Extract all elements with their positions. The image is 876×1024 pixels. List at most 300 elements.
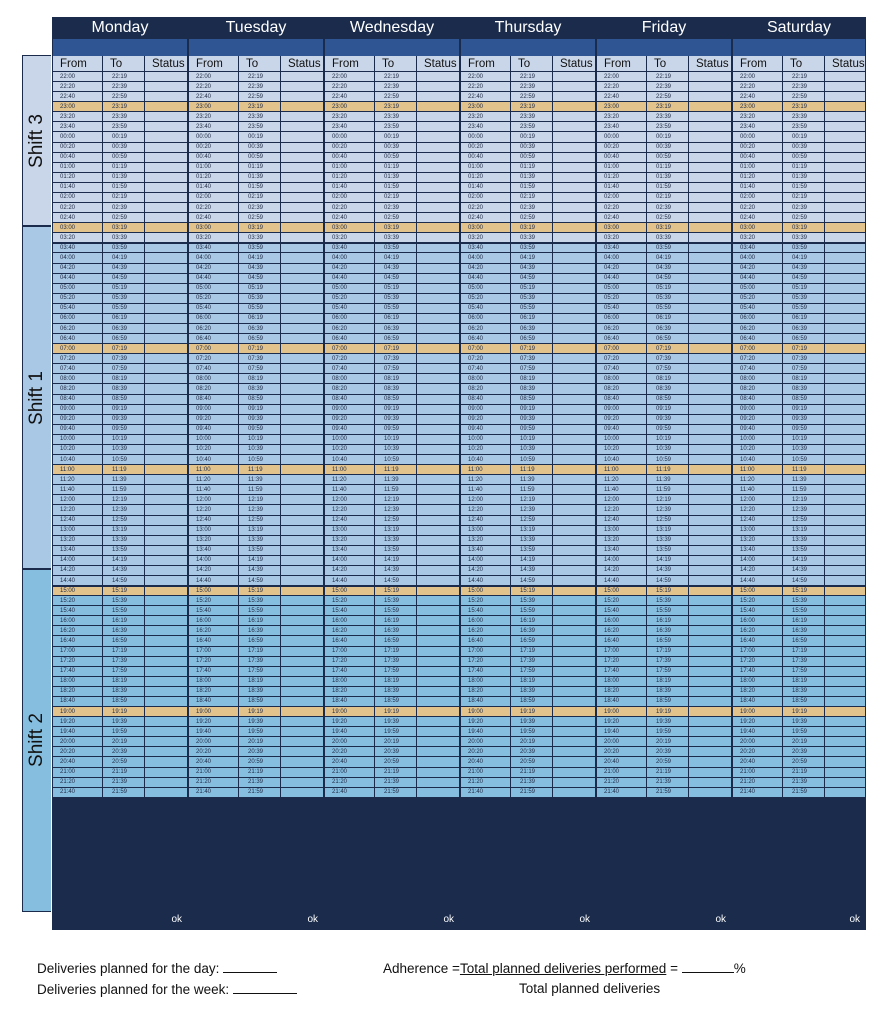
status-cell[interactable]: [826, 506, 864, 514]
status-cell[interactable]: [826, 556, 864, 564]
status-cell[interactable]: [418, 163, 458, 171]
status-cell[interactable]: [282, 577, 322, 585]
status-cell[interactable]: [418, 587, 458, 595]
status-cell[interactable]: [418, 607, 458, 615]
status-cell[interactable]: [282, 677, 322, 685]
status-cell[interactable]: [826, 193, 864, 201]
status-cell[interactable]: [690, 113, 730, 121]
status-cell[interactable]: [826, 667, 864, 675]
status-cell[interactable]: [554, 607, 594, 615]
status-cell[interactable]: [690, 435, 730, 443]
status-cell[interactable]: [146, 405, 186, 413]
status-cell[interactable]: [282, 708, 322, 716]
status-cell[interactable]: [418, 718, 458, 726]
status-cell[interactable]: [146, 728, 186, 736]
status-cell[interactable]: [826, 516, 864, 524]
status-cell[interactable]: [554, 325, 594, 333]
status-cell[interactable]: [146, 163, 186, 171]
status-cell[interactable]: [282, 597, 322, 605]
status-cell[interactable]: [282, 587, 322, 595]
status-cell[interactable]: [554, 234, 594, 242]
status-cell[interactable]: [146, 325, 186, 333]
status-cell[interactable]: [282, 264, 322, 272]
status-cell[interactable]: [418, 486, 458, 494]
status-cell[interactable]: [282, 456, 322, 464]
status-cell[interactable]: [690, 627, 730, 635]
status-cell[interactable]: [826, 254, 864, 262]
status-cell[interactable]: [826, 657, 864, 665]
status-cell[interactable]: [826, 728, 864, 736]
status-cell[interactable]: [418, 476, 458, 484]
status-cell[interactable]: [554, 345, 594, 353]
status-cell[interactable]: [418, 667, 458, 675]
status-cell[interactable]: [690, 375, 730, 383]
status-cell[interactable]: [418, 788, 458, 796]
status-cell[interactable]: [690, 506, 730, 514]
status-cell[interactable]: [146, 355, 186, 363]
status-cell[interactable]: [282, 365, 322, 373]
status-cell[interactable]: [826, 718, 864, 726]
status-cell[interactable]: [418, 395, 458, 403]
status-cell[interactable]: [146, 264, 186, 272]
status-cell[interactable]: [690, 667, 730, 675]
status-cell[interactable]: [146, 274, 186, 282]
status-cell[interactable]: [826, 93, 864, 101]
status-cell[interactable]: [554, 445, 594, 453]
status-cell[interactable]: [826, 788, 864, 796]
status-cell[interactable]: [554, 214, 594, 222]
status-cell[interactable]: [418, 214, 458, 222]
status-cell[interactable]: [146, 647, 186, 655]
status-cell[interactable]: [282, 244, 322, 252]
status-cell[interactable]: [690, 204, 730, 212]
status-cell[interactable]: [826, 355, 864, 363]
status-cell[interactable]: [146, 566, 186, 574]
status-cell[interactable]: [282, 385, 322, 393]
status-cell[interactable]: [826, 577, 864, 585]
status-cell[interactable]: [282, 607, 322, 615]
status-cell[interactable]: [146, 577, 186, 585]
status-cell[interactable]: [146, 526, 186, 534]
status-cell[interactable]: [690, 304, 730, 312]
status-cell[interactable]: [282, 183, 322, 191]
status-cell[interactable]: [554, 566, 594, 574]
status-cell[interactable]: [690, 657, 730, 665]
status-cell[interactable]: [690, 546, 730, 554]
status-cell[interactable]: [418, 516, 458, 524]
status-cell[interactable]: [146, 435, 186, 443]
status-cell[interactable]: [146, 607, 186, 615]
status-cell[interactable]: [146, 466, 186, 474]
status-cell[interactable]: [690, 637, 730, 645]
status-cell[interactable]: [418, 244, 458, 252]
status-cell[interactable]: [690, 103, 730, 111]
status-cell[interactable]: [554, 597, 594, 605]
status-cell[interactable]: [826, 425, 864, 433]
status-cell[interactable]: [418, 183, 458, 191]
status-cell[interactable]: [690, 93, 730, 101]
status-cell[interactable]: [554, 73, 594, 81]
status-cell[interactable]: [826, 587, 864, 595]
status-cell[interactable]: [554, 83, 594, 91]
status-cell[interactable]: [418, 435, 458, 443]
status-cell[interactable]: [282, 133, 322, 141]
status-cell[interactable]: [418, 314, 458, 322]
status-cell[interactable]: [146, 123, 186, 131]
status-cell[interactable]: [826, 183, 864, 191]
status-cell[interactable]: [554, 577, 594, 585]
status-cell[interactable]: [146, 244, 186, 252]
status-cell[interactable]: [146, 395, 186, 403]
status-cell[interactable]: [418, 83, 458, 91]
status-cell[interactable]: [418, 566, 458, 574]
status-cell[interactable]: [690, 425, 730, 433]
status-cell[interactable]: [690, 496, 730, 504]
status-cell[interactable]: [690, 73, 730, 81]
status-cell[interactable]: [554, 103, 594, 111]
status-cell[interactable]: [418, 597, 458, 605]
status-cell[interactable]: [418, 577, 458, 585]
status-cell[interactable]: [418, 335, 458, 343]
status-cell[interactable]: [690, 193, 730, 201]
status-cell[interactable]: [554, 536, 594, 544]
status-cell[interactable]: [282, 173, 322, 181]
status-cell[interactable]: [554, 778, 594, 786]
status-cell[interactable]: [146, 415, 186, 423]
status-cell[interactable]: [826, 768, 864, 776]
status-cell[interactable]: [418, 415, 458, 423]
status-cell[interactable]: [826, 274, 864, 282]
status-cell[interactable]: [282, 83, 322, 91]
status-cell[interactable]: [282, 214, 322, 222]
status-cell[interactable]: [146, 597, 186, 605]
status-cell[interactable]: [282, 516, 322, 524]
status-cell[interactable]: [146, 617, 186, 625]
status-cell[interactable]: [418, 627, 458, 635]
status-cell[interactable]: [418, 345, 458, 353]
status-cell[interactable]: [146, 506, 186, 514]
status-cell[interactable]: [418, 536, 458, 544]
status-cell[interactable]: [554, 456, 594, 464]
status-cell[interactable]: [690, 244, 730, 252]
status-cell[interactable]: [554, 587, 594, 595]
status-cell[interactable]: [282, 476, 322, 484]
status-cell[interactable]: [418, 758, 458, 766]
status-cell[interactable]: [282, 224, 322, 232]
status-cell[interactable]: [146, 445, 186, 453]
status-cell[interactable]: [554, 526, 594, 534]
status-cell[interactable]: [282, 234, 322, 242]
status-cell[interactable]: [146, 234, 186, 242]
status-cell[interactable]: [282, 566, 322, 574]
status-cell[interactable]: [554, 718, 594, 726]
status-cell[interactable]: [418, 657, 458, 665]
status-cell[interactable]: [690, 294, 730, 302]
status-cell[interactable]: [690, 335, 730, 343]
status-cell[interactable]: [826, 415, 864, 423]
status-cell[interactable]: [554, 415, 594, 423]
status-cell[interactable]: [418, 445, 458, 453]
status-cell[interactable]: [826, 73, 864, 81]
status-cell[interactable]: [282, 788, 322, 796]
status-cell[interactable]: [826, 133, 864, 141]
status-cell[interactable]: [146, 83, 186, 91]
status-cell[interactable]: [554, 667, 594, 675]
status-cell[interactable]: [690, 153, 730, 161]
status-cell[interactable]: [282, 778, 322, 786]
status-cell[interactable]: [690, 345, 730, 353]
status-cell[interactable]: [554, 163, 594, 171]
status-cell[interactable]: [826, 83, 864, 91]
status-cell[interactable]: [690, 778, 730, 786]
status-cell[interactable]: [418, 546, 458, 554]
status-cell[interactable]: [826, 345, 864, 353]
status-cell[interactable]: [826, 405, 864, 413]
status-cell[interactable]: [554, 788, 594, 796]
status-cell[interactable]: [282, 123, 322, 131]
status-cell[interactable]: [554, 284, 594, 292]
status-cell[interactable]: [826, 214, 864, 222]
status-cell[interactable]: [418, 143, 458, 151]
status-cell[interactable]: [690, 587, 730, 595]
status-cell[interactable]: [690, 83, 730, 91]
status-cell[interactable]: [826, 677, 864, 685]
status-cell[interactable]: [554, 133, 594, 141]
status-cell[interactable]: [826, 496, 864, 504]
day-deliveries-blank[interactable]: [223, 960, 277, 973]
status-cell[interactable]: [418, 103, 458, 111]
status-cell[interactable]: [826, 607, 864, 615]
status-cell[interactable]: [146, 173, 186, 181]
status-cell[interactable]: [282, 748, 322, 756]
status-cell[interactable]: [282, 93, 322, 101]
status-cell[interactable]: [282, 536, 322, 544]
status-cell[interactable]: [554, 304, 594, 312]
status-cell[interactable]: [554, 627, 594, 635]
status-cell[interactable]: [690, 123, 730, 131]
status-cell[interactable]: [146, 718, 186, 726]
status-cell[interactable]: [826, 738, 864, 746]
status-cell[interactable]: [554, 294, 594, 302]
status-cell[interactable]: [282, 325, 322, 333]
status-cell[interactable]: [554, 355, 594, 363]
status-cell[interactable]: [282, 718, 322, 726]
status-cell[interactable]: [282, 697, 322, 705]
status-cell[interactable]: [282, 314, 322, 322]
status-cell[interactable]: [554, 617, 594, 625]
status-cell[interactable]: [826, 546, 864, 554]
status-cell[interactable]: [554, 183, 594, 191]
status-cell[interactable]: [690, 143, 730, 151]
status-cell[interactable]: [826, 224, 864, 232]
status-cell[interactable]: [690, 395, 730, 403]
status-cell[interactable]: [826, 153, 864, 161]
status-cell[interactable]: [554, 405, 594, 413]
status-cell[interactable]: [690, 677, 730, 685]
status-cell[interactable]: [826, 647, 864, 655]
status-cell[interactable]: [826, 173, 864, 181]
status-cell[interactable]: [690, 728, 730, 736]
status-cell[interactable]: [690, 566, 730, 574]
status-cell[interactable]: [282, 627, 322, 635]
status-cell[interactable]: [418, 304, 458, 312]
status-cell[interactable]: [418, 385, 458, 393]
status-cell[interactable]: [282, 637, 322, 645]
status-cell[interactable]: [690, 697, 730, 705]
status-cell[interactable]: [554, 365, 594, 373]
status-cell[interactable]: [282, 415, 322, 423]
status-cell[interactable]: [690, 133, 730, 141]
status-cell[interactable]: [146, 183, 186, 191]
status-cell[interactable]: [554, 123, 594, 131]
status-cell[interactable]: [146, 345, 186, 353]
status-cell[interactable]: [146, 456, 186, 464]
status-cell[interactable]: [826, 375, 864, 383]
status-cell[interactable]: [690, 284, 730, 292]
status-cell[interactable]: [690, 556, 730, 564]
status-cell[interactable]: [826, 476, 864, 484]
status-cell[interactable]: [826, 314, 864, 322]
status-cell[interactable]: [418, 153, 458, 161]
status-cell[interactable]: [554, 93, 594, 101]
status-cell[interactable]: [554, 476, 594, 484]
status-cell[interactable]: [418, 506, 458, 514]
status-cell[interactable]: [146, 375, 186, 383]
status-cell[interactable]: [826, 244, 864, 252]
status-cell[interactable]: [826, 435, 864, 443]
status-cell[interactable]: [826, 466, 864, 474]
status-cell[interactable]: [826, 597, 864, 605]
status-cell[interactable]: [418, 254, 458, 262]
status-cell[interactable]: [146, 143, 186, 151]
status-cell[interactable]: [826, 526, 864, 534]
status-cell[interactable]: [418, 224, 458, 232]
status-cell[interactable]: [690, 577, 730, 585]
status-cell[interactable]: [418, 204, 458, 212]
status-cell[interactable]: [554, 335, 594, 343]
status-cell[interactable]: [282, 738, 322, 746]
status-cell[interactable]: [418, 284, 458, 292]
status-cell[interactable]: [418, 728, 458, 736]
status-cell[interactable]: [826, 335, 864, 343]
status-cell[interactable]: [146, 204, 186, 212]
status-cell[interactable]: [554, 748, 594, 756]
status-cell[interactable]: [826, 687, 864, 695]
status-cell[interactable]: [418, 355, 458, 363]
status-cell[interactable]: [826, 778, 864, 786]
status-cell[interactable]: [418, 647, 458, 655]
status-cell[interactable]: [690, 405, 730, 413]
status-cell[interactable]: [690, 687, 730, 695]
status-cell[interactable]: [146, 224, 186, 232]
status-cell[interactable]: [418, 234, 458, 242]
status-cell[interactable]: [146, 748, 186, 756]
status-cell[interactable]: [146, 738, 186, 746]
status-cell[interactable]: [146, 284, 186, 292]
status-cell[interactable]: [282, 395, 322, 403]
status-cell[interactable]: [554, 314, 594, 322]
status-cell[interactable]: [146, 708, 186, 716]
status-cell[interactable]: [826, 566, 864, 574]
status-cell[interactable]: [146, 546, 186, 554]
status-cell[interactable]: [690, 445, 730, 453]
status-cell[interactable]: [690, 617, 730, 625]
status-cell[interactable]: [418, 123, 458, 131]
status-cell[interactable]: [690, 708, 730, 716]
status-cell[interactable]: [146, 687, 186, 695]
status-cell[interactable]: [282, 163, 322, 171]
status-cell[interactable]: [146, 768, 186, 776]
adherence-percent-blank[interactable]: [682, 960, 734, 973]
status-cell[interactable]: [418, 274, 458, 282]
status-cell[interactable]: [826, 758, 864, 766]
status-cell[interactable]: [418, 425, 458, 433]
status-cell[interactable]: [146, 627, 186, 635]
status-cell[interactable]: [282, 617, 322, 625]
status-cell[interactable]: [826, 697, 864, 705]
status-cell[interactable]: [418, 677, 458, 685]
status-cell[interactable]: [282, 274, 322, 282]
status-cell[interactable]: [146, 93, 186, 101]
status-cell[interactable]: [282, 284, 322, 292]
status-cell[interactable]: [418, 617, 458, 625]
status-cell[interactable]: [690, 718, 730, 726]
status-cell[interactable]: [282, 506, 322, 514]
status-cell[interactable]: [690, 486, 730, 494]
status-cell[interactable]: [690, 748, 730, 756]
status-cell[interactable]: [690, 173, 730, 181]
status-cell[interactable]: [282, 556, 322, 564]
status-cell[interactable]: [146, 778, 186, 786]
status-cell[interactable]: [554, 395, 594, 403]
status-cell[interactable]: [826, 445, 864, 453]
status-cell[interactable]: [282, 153, 322, 161]
status-cell[interactable]: [554, 385, 594, 393]
status-cell[interactable]: [282, 375, 322, 383]
status-cell[interactable]: [282, 113, 322, 121]
status-cell[interactable]: [282, 657, 322, 665]
status-cell[interactable]: [282, 204, 322, 212]
status-cell[interactable]: [554, 244, 594, 252]
status-cell[interactable]: [418, 365, 458, 373]
status-cell[interactable]: [282, 425, 322, 433]
status-cell[interactable]: [826, 627, 864, 635]
status-cell[interactable]: [554, 768, 594, 776]
status-cell[interactable]: [282, 355, 322, 363]
status-cell[interactable]: [146, 153, 186, 161]
status-cell[interactable]: [826, 365, 864, 373]
status-cell[interactable]: [146, 304, 186, 312]
status-cell[interactable]: [418, 748, 458, 756]
status-cell[interactable]: [826, 395, 864, 403]
status-cell[interactable]: [146, 425, 186, 433]
status-cell[interactable]: [146, 476, 186, 484]
status-cell[interactable]: [826, 385, 864, 393]
status-cell[interactable]: [690, 476, 730, 484]
status-cell[interactable]: [690, 516, 730, 524]
status-cell[interactable]: [690, 234, 730, 242]
status-cell[interactable]: [826, 294, 864, 302]
status-cell[interactable]: [282, 647, 322, 655]
status-cell[interactable]: [690, 274, 730, 282]
status-cell[interactable]: [690, 607, 730, 615]
status-cell[interactable]: [418, 637, 458, 645]
status-cell[interactable]: [554, 264, 594, 272]
status-cell[interactable]: [826, 456, 864, 464]
status-cell[interactable]: [146, 73, 186, 81]
status-cell[interactable]: [282, 405, 322, 413]
status-cell[interactable]: [690, 325, 730, 333]
